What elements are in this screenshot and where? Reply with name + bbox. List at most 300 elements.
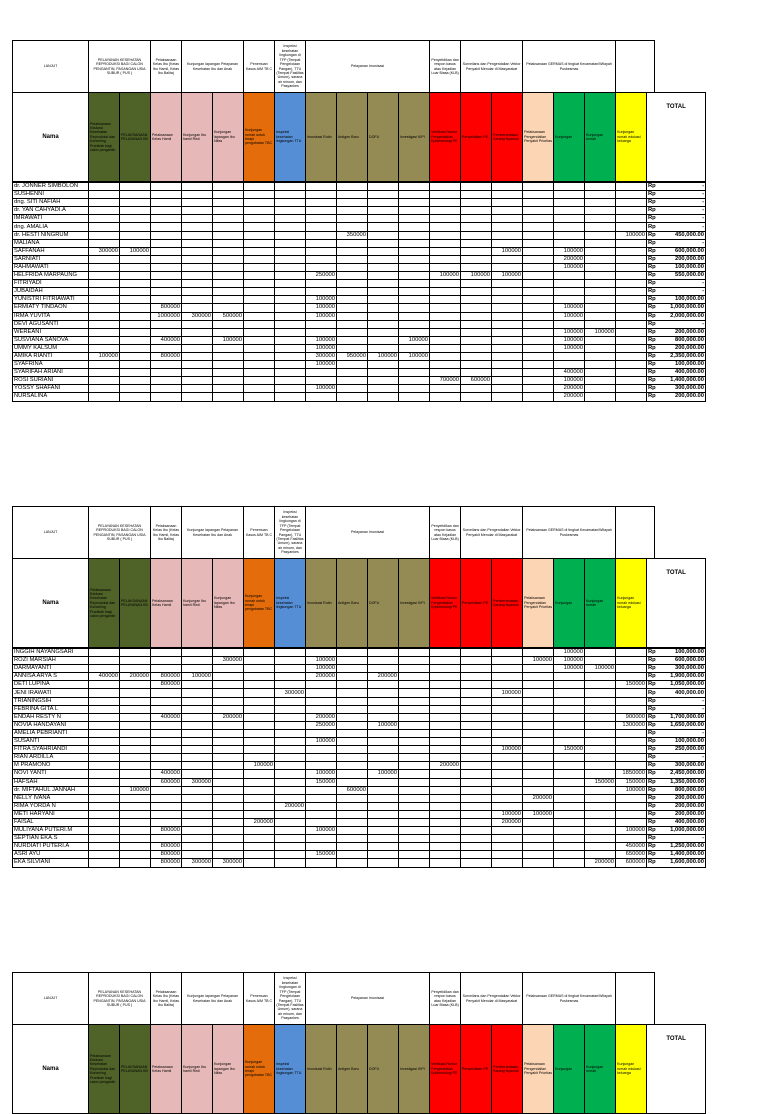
- row-total: 100,000.00: [655, 649, 706, 657]
- cell-c11: [399, 851, 430, 859]
- cell-c9: [337, 754, 368, 762]
- cell-c8: 100000: [306, 827, 337, 835]
- cell-c12: [430, 851, 461, 859]
- cell-c12: [430, 818, 461, 826]
- cell-c13: [461, 697, 492, 705]
- cell-c10: [368, 697, 399, 705]
- cell-c9: [337, 713, 368, 721]
- subheader-c8: Imunisasi Rutin: [306, 559, 337, 648]
- subheader-c11: Investigasi KIPI: [399, 559, 430, 648]
- table-row: [13, 738, 706, 746]
- currency-label: Rp: [648, 810, 656, 817]
- cell-c16: [554, 288, 585, 296]
- currency-label: Rp: [648, 802, 656, 809]
- cell-c18: [616, 255, 647, 263]
- cell-c2: [120, 183, 151, 191]
- cell-c4: [182, 681, 213, 689]
- cell-c8: [306, 239, 337, 247]
- cell-c6: [244, 746, 275, 754]
- row-name: NURSALINA: [13, 393, 89, 401]
- row-total: 100,000.00: [655, 296, 706, 304]
- cell-c17: [585, 827, 616, 835]
- row-name: ROSI SURIANI: [13, 377, 89, 385]
- cell-c6: [244, 369, 275, 377]
- cell-c10: [368, 705, 399, 713]
- row-name: SEPTIAN EKA.S: [13, 835, 89, 843]
- cell-c6: 200000: [244, 818, 275, 826]
- cell-c4: [182, 843, 213, 851]
- cell-c13: 600000: [461, 377, 492, 385]
- cell-c17: [585, 818, 616, 826]
- cell-c14: 100000: [492, 272, 523, 280]
- row-name: YUNISTRI FITRIAWATI: [13, 296, 89, 304]
- cell-c14: [492, 673, 523, 681]
- cell-c12: [430, 673, 461, 681]
- cell-c2: [120, 199, 151, 207]
- cell-c8: 100000: [306, 738, 337, 746]
- cell-c6: [244, 665, 275, 673]
- table-row: [13, 794, 706, 802]
- cell-c3: [151, 191, 182, 199]
- row-total: 300,000.00: [655, 762, 706, 770]
- cell-c4: [182, 183, 213, 191]
- cell-c17: [585, 344, 616, 352]
- cell-c18: [616, 835, 647, 843]
- cell-c12: [430, 352, 461, 360]
- cell-c14: 100000: [492, 689, 523, 697]
- cell-c2: [120, 810, 151, 818]
- header-total: TOTAL: [647, 93, 706, 182]
- cell-c6: [244, 697, 275, 705]
- cell-c11: [399, 272, 430, 280]
- cell-c9: [337, 794, 368, 802]
- cell-c18: [616, 393, 647, 401]
- cell-c13: [461, 385, 492, 393]
- subheader-c14: Pemberantasan Sarang Nyamuk: [492, 1025, 523, 1114]
- cell-c7: 200000: [275, 802, 306, 810]
- currency-label: Rp: [648, 183, 656, 190]
- currency-label: Rp: [648, 819, 656, 826]
- cell-c3: [151, 385, 182, 393]
- cell-c4: [182, 713, 213, 721]
- cell-c3: [151, 223, 182, 231]
- subheader-c3: Pelaksanaan Kelas Hamil: [151, 559, 182, 648]
- cell-c12: [430, 835, 461, 843]
- cell-c14: [492, 352, 523, 360]
- row-total: 200,000.00: [655, 810, 706, 818]
- cell-c2: [120, 385, 151, 393]
- cell-c2: [120, 697, 151, 705]
- cell-c4: [182, 247, 213, 255]
- cell-c14: [492, 344, 523, 352]
- cell-c3: 800000: [151, 827, 182, 835]
- cell-c13: [461, 843, 492, 851]
- table-row: [13, 770, 706, 778]
- subheader-c7: Inspeksi kesehatan lingkungan TTU: [275, 1025, 306, 1114]
- row-total: 300,000.00: [655, 385, 706, 393]
- cell-c17: [585, 369, 616, 377]
- currency-label: Rp: [648, 191, 656, 198]
- subheader-c1: Pelaksanaan Edukasi Kesehatan Reproduksi dan Konseling Pranikah bagi calon pengantin: [89, 1025, 120, 1114]
- cell-c13: [461, 770, 492, 778]
- cell-c5: [213, 681, 244, 689]
- cell-c14: 100000: [492, 247, 523, 255]
- cell-c3: 800000: [151, 851, 182, 859]
- cell-c7: [275, 770, 306, 778]
- table-row: [13, 377, 706, 385]
- cell-c13: [461, 231, 492, 239]
- row-name: FEBRINA GITA L: [13, 705, 89, 713]
- cell-c7: [275, 818, 306, 826]
- cell-c14: [492, 681, 523, 689]
- cell-c2: [120, 818, 151, 826]
- cell-c9: [337, 183, 368, 191]
- cell-c10: [368, 377, 399, 385]
- cell-c18: [616, 312, 647, 320]
- cell-c3: [151, 328, 182, 336]
- cell-c4: [182, 239, 213, 247]
- cell-c9: [337, 746, 368, 754]
- currency-label: Rp: [648, 673, 656, 680]
- cell-c18: [616, 754, 647, 762]
- cell-c9: [337, 320, 368, 328]
- cell-c12: [430, 320, 461, 328]
- cell-c5: [213, 802, 244, 810]
- cell-c18: [616, 361, 647, 369]
- cell-c5: [213, 361, 244, 369]
- cell-c2: [120, 794, 151, 802]
- row-name: RIMA YORDA N: [13, 802, 89, 810]
- cell-c9: [337, 304, 368, 312]
- cell-c4: [182, 272, 213, 280]
- cell-c9: [337, 705, 368, 713]
- row-total: 100,000.00: [655, 361, 706, 369]
- cell-c2: [120, 304, 151, 312]
- cell-c18: 1850000: [616, 770, 647, 778]
- cell-c2: [120, 352, 151, 360]
- cell-c14: [492, 231, 523, 239]
- cell-c10: [368, 272, 399, 280]
- cell-c1: [89, 239, 120, 247]
- subheader-c15: Pelaksanaan Pengendalian Penyakit Prioritas: [523, 1025, 554, 1114]
- cell-c17: [585, 272, 616, 280]
- cell-c14: [492, 835, 523, 843]
- cell-c18: [616, 239, 647, 247]
- subheader-c9: Antigen Baru: [337, 559, 368, 648]
- cell-c7: [275, 320, 306, 328]
- cell-c8: [306, 746, 337, 754]
- cell-c1: [89, 818, 120, 826]
- cell-c5: [213, 843, 244, 851]
- cell-c10: [368, 312, 399, 320]
- cell-c4: [182, 649, 213, 657]
- cell-c12: [430, 231, 461, 239]
- row-total: -: [655, 199, 706, 207]
- cell-c16: 100000: [554, 649, 585, 657]
- cell-c6: [244, 288, 275, 296]
- cell-c9: 950000: [337, 352, 368, 360]
- cell-c1: [89, 851, 120, 859]
- cell-c18: [616, 369, 647, 377]
- currency-label: Rp: [648, 851, 656, 858]
- cell-c1: [89, 361, 120, 369]
- cell-c9: [337, 215, 368, 223]
- cell-c16: [554, 681, 585, 689]
- cell-c1: [89, 369, 120, 377]
- cell-c10: [368, 255, 399, 263]
- currency-label: Rp: [648, 247, 656, 254]
- cell-c9: [337, 802, 368, 810]
- cell-c3: [151, 288, 182, 296]
- cell-c6: [244, 377, 275, 385]
- cell-c2: [120, 770, 151, 778]
- cell-c2: [120, 312, 151, 320]
- cell-c16: [554, 802, 585, 810]
- currency-label: Rp: [648, 263, 656, 270]
- row-total: -: [655, 280, 706, 288]
- row-total: -: [655, 705, 706, 713]
- cell-c17: [585, 689, 616, 697]
- cell-c11: [399, 835, 430, 843]
- cell-c12: [430, 280, 461, 288]
- header-germas: Pelaksanaan GERMAS di tingkat Kecamatan/Wilayah Puskesmas: [523, 507, 616, 559]
- cell-c18: [616, 183, 647, 191]
- cell-c1: [89, 778, 120, 786]
- cell-c8: 100000: [306, 665, 337, 673]
- subheader-c11: Investigasi KIPI: [399, 93, 430, 182]
- cell-c7: [275, 288, 306, 296]
- cell-c4: [182, 697, 213, 705]
- row-name: dr. YAN CAHYADI.A: [13, 207, 89, 215]
- cell-c11: [399, 827, 430, 835]
- cell-c1: [89, 263, 120, 271]
- row-name: AMELIA PEBRIANTI: [13, 729, 89, 737]
- cell-c6: [244, 705, 275, 713]
- cell-c16: [554, 778, 585, 786]
- cell-c11: [399, 328, 430, 336]
- cell-c18: [616, 818, 647, 826]
- cell-c13: [461, 361, 492, 369]
- cell-c11: [399, 215, 430, 223]
- cell-c6: [244, 794, 275, 802]
- row-name: FITRA SYAHRIANDI: [13, 746, 89, 754]
- cell-c3: [151, 377, 182, 385]
- cell-c18: [616, 673, 647, 681]
- cell-c9: [337, 827, 368, 835]
- cell-c8: [306, 183, 337, 191]
- cell-c6: [244, 681, 275, 689]
- cell-c6: [244, 199, 275, 207]
- subheader-c17: Kunjungan rumah: [585, 93, 616, 182]
- cell-c14: [492, 183, 523, 191]
- cell-c14: [492, 843, 523, 851]
- cell-c10: 100000: [368, 721, 399, 729]
- cell-c5: [213, 697, 244, 705]
- cell-c14: 200000: [492, 818, 523, 826]
- cell-c18: 100000: [616, 827, 647, 835]
- currency-label: Rp: [648, 665, 656, 672]
- table-row: [13, 320, 706, 328]
- table-row: [13, 361, 706, 369]
- cell-c2: [120, 729, 151, 737]
- cell-c1: [89, 770, 120, 778]
- cell-c7: 300000: [275, 689, 306, 697]
- cell-c6: [244, 689, 275, 697]
- cell-c14: [492, 312, 523, 320]
- cell-c13: [461, 673, 492, 681]
- subheader-c14: Pemberantasan Sarang Nyamuk: [492, 93, 523, 182]
- cell-c11: [399, 649, 430, 657]
- cell-c7: [275, 721, 306, 729]
- table-row: [13, 207, 706, 215]
- cell-c11: [399, 810, 430, 818]
- cell-c15: [523, 713, 554, 721]
- cell-c3: [151, 255, 182, 263]
- cell-c3: [151, 818, 182, 826]
- cell-c15: [523, 183, 554, 191]
- cell-c9: [337, 778, 368, 786]
- cell-c3: [151, 263, 182, 271]
- cell-c1: [89, 689, 120, 697]
- cell-c16: [554, 207, 585, 215]
- cell-c10: [368, 843, 399, 851]
- cell-c12: [430, 738, 461, 746]
- cell-c9: [337, 369, 368, 377]
- cell-c2: [120, 746, 151, 754]
- row-total: 200,000.00: [655, 802, 706, 810]
- cell-c14: [492, 827, 523, 835]
- cell-c9: 350000: [337, 231, 368, 239]
- cell-c12: [430, 183, 461, 191]
- cell-c16: [554, 859, 585, 867]
- table-row: [13, 827, 706, 835]
- cell-c11: [399, 247, 430, 255]
- cell-c9: [337, 673, 368, 681]
- cell-c10: [368, 369, 399, 377]
- cell-c16: 100000: [554, 344, 585, 352]
- cell-c12: [430, 304, 461, 312]
- row-total: 1,400,000.00: [655, 377, 706, 385]
- cell-c1: [89, 810, 120, 818]
- subheader-c8: Imunisasi Rutin: [306, 93, 337, 182]
- cell-c18: [616, 215, 647, 223]
- cell-c5: [213, 288, 244, 296]
- cell-c2: [120, 835, 151, 843]
- cell-c15: [523, 377, 554, 385]
- row-name: DETI LUPINA: [13, 681, 89, 689]
- cell-c11: [399, 729, 430, 737]
- cell-c5: [213, 215, 244, 223]
- cell-c5: [213, 320, 244, 328]
- cell-c10: [368, 280, 399, 288]
- cell-c7: [275, 304, 306, 312]
- cell-c17: [585, 255, 616, 263]
- cell-c2: [120, 689, 151, 697]
- header-germas: Pelaksanaan GERMAS di tingkat Kecamatan/Wilayah Puskesmas: [523, 41, 616, 93]
- sheet-section-2: [12, 506, 704, 868]
- cell-c10: [368, 665, 399, 673]
- table-row: [13, 369, 706, 377]
- cell-c10: [368, 239, 399, 247]
- cell-c8: [306, 191, 337, 199]
- cell-c12: [430, 705, 461, 713]
- subheader-c17: Kunjungan rumah: [585, 1025, 616, 1114]
- cell-c1: [89, 183, 120, 191]
- cell-c9: [337, 818, 368, 826]
- cell-c10: [368, 713, 399, 721]
- header-tbc: Penemuan Kasus AIM TB C: [244, 41, 275, 93]
- cell-c3: [151, 738, 182, 746]
- currency-label: Rp: [648, 778, 656, 785]
- cell-c4: [182, 369, 213, 377]
- cell-c6: [244, 802, 275, 810]
- cell-c3: [151, 810, 182, 818]
- currency-label: Rp: [648, 859, 656, 866]
- cell-c16: [554, 239, 585, 247]
- cell-c4: [182, 288, 213, 296]
- cell-c15: [523, 818, 554, 826]
- cell-c11: [399, 673, 430, 681]
- cell-c9: [337, 729, 368, 737]
- currency-label: Rp: [648, 207, 656, 214]
- cell-c5: [213, 304, 244, 312]
- header-kesling: Inspeksi kesehatan lingkungan di TFP (Tempat Pengelolaan Pangan), TTU (Tempat Fasilitas Umum), sarana air minum, dan Pasyankes: [275, 507, 306, 559]
- cell-c13: [461, 721, 492, 729]
- cell-c5: [213, 369, 244, 377]
- cell-c3: 800000: [151, 681, 182, 689]
- cell-c13: [461, 859, 492, 867]
- cell-c15: [523, 255, 554, 263]
- row-total: 600,000.00: [655, 247, 706, 255]
- subheader-c3: Pelaksanaan Kelas Hamil: [151, 1025, 182, 1114]
- cell-c9: [337, 721, 368, 729]
- cell-c2: [120, 361, 151, 369]
- currency-label: Rp: [648, 657, 656, 664]
- cell-c1: [89, 272, 120, 280]
- cell-c16: 100000: [554, 304, 585, 312]
- cell-c9: [337, 770, 368, 778]
- cell-c18: 100000: [616, 231, 647, 239]
- table-row: [13, 296, 706, 304]
- cell-c2: 100000: [120, 247, 151, 255]
- subheader-c18: Kunjungan rumah edukasi keluarga: [616, 1025, 647, 1114]
- currency-label: Rp: [648, 713, 656, 720]
- cell-c6: [244, 344, 275, 352]
- cell-c17: [585, 207, 616, 215]
- cell-c2: [120, 191, 151, 199]
- sheet-section-3: [12, 972, 686, 1114]
- row-total: 200,000.00: [655, 393, 706, 401]
- cell-c12: [430, 689, 461, 697]
- cell-c3: 800000: [151, 352, 182, 360]
- table-row: [13, 697, 706, 705]
- cell-c15: [523, 689, 554, 697]
- cell-c9: [337, 207, 368, 215]
- cell-c2: [120, 239, 151, 247]
- row-total: 800,000.00: [655, 336, 706, 344]
- row-total: 800,000.00: [655, 786, 706, 794]
- cell-c10: [368, 183, 399, 191]
- table-row: [13, 393, 706, 401]
- cell-c9: [337, 191, 368, 199]
- cell-c9: [337, 361, 368, 369]
- row-name: TRIANINGSIH: [13, 697, 89, 705]
- subheader-c5: Kunjungan lapangan Ibu Nifas: [213, 1025, 244, 1114]
- header-kespro: PELAYANAN KESEHATAN REPRODUKSI BAGI CALON PENGANTIN, PASANGAN USIA SUBUR ( PUS ): [89, 41, 151, 93]
- cell-c14: [492, 649, 523, 657]
- cell-c5: [213, 352, 244, 360]
- cell-c6: [244, 649, 275, 657]
